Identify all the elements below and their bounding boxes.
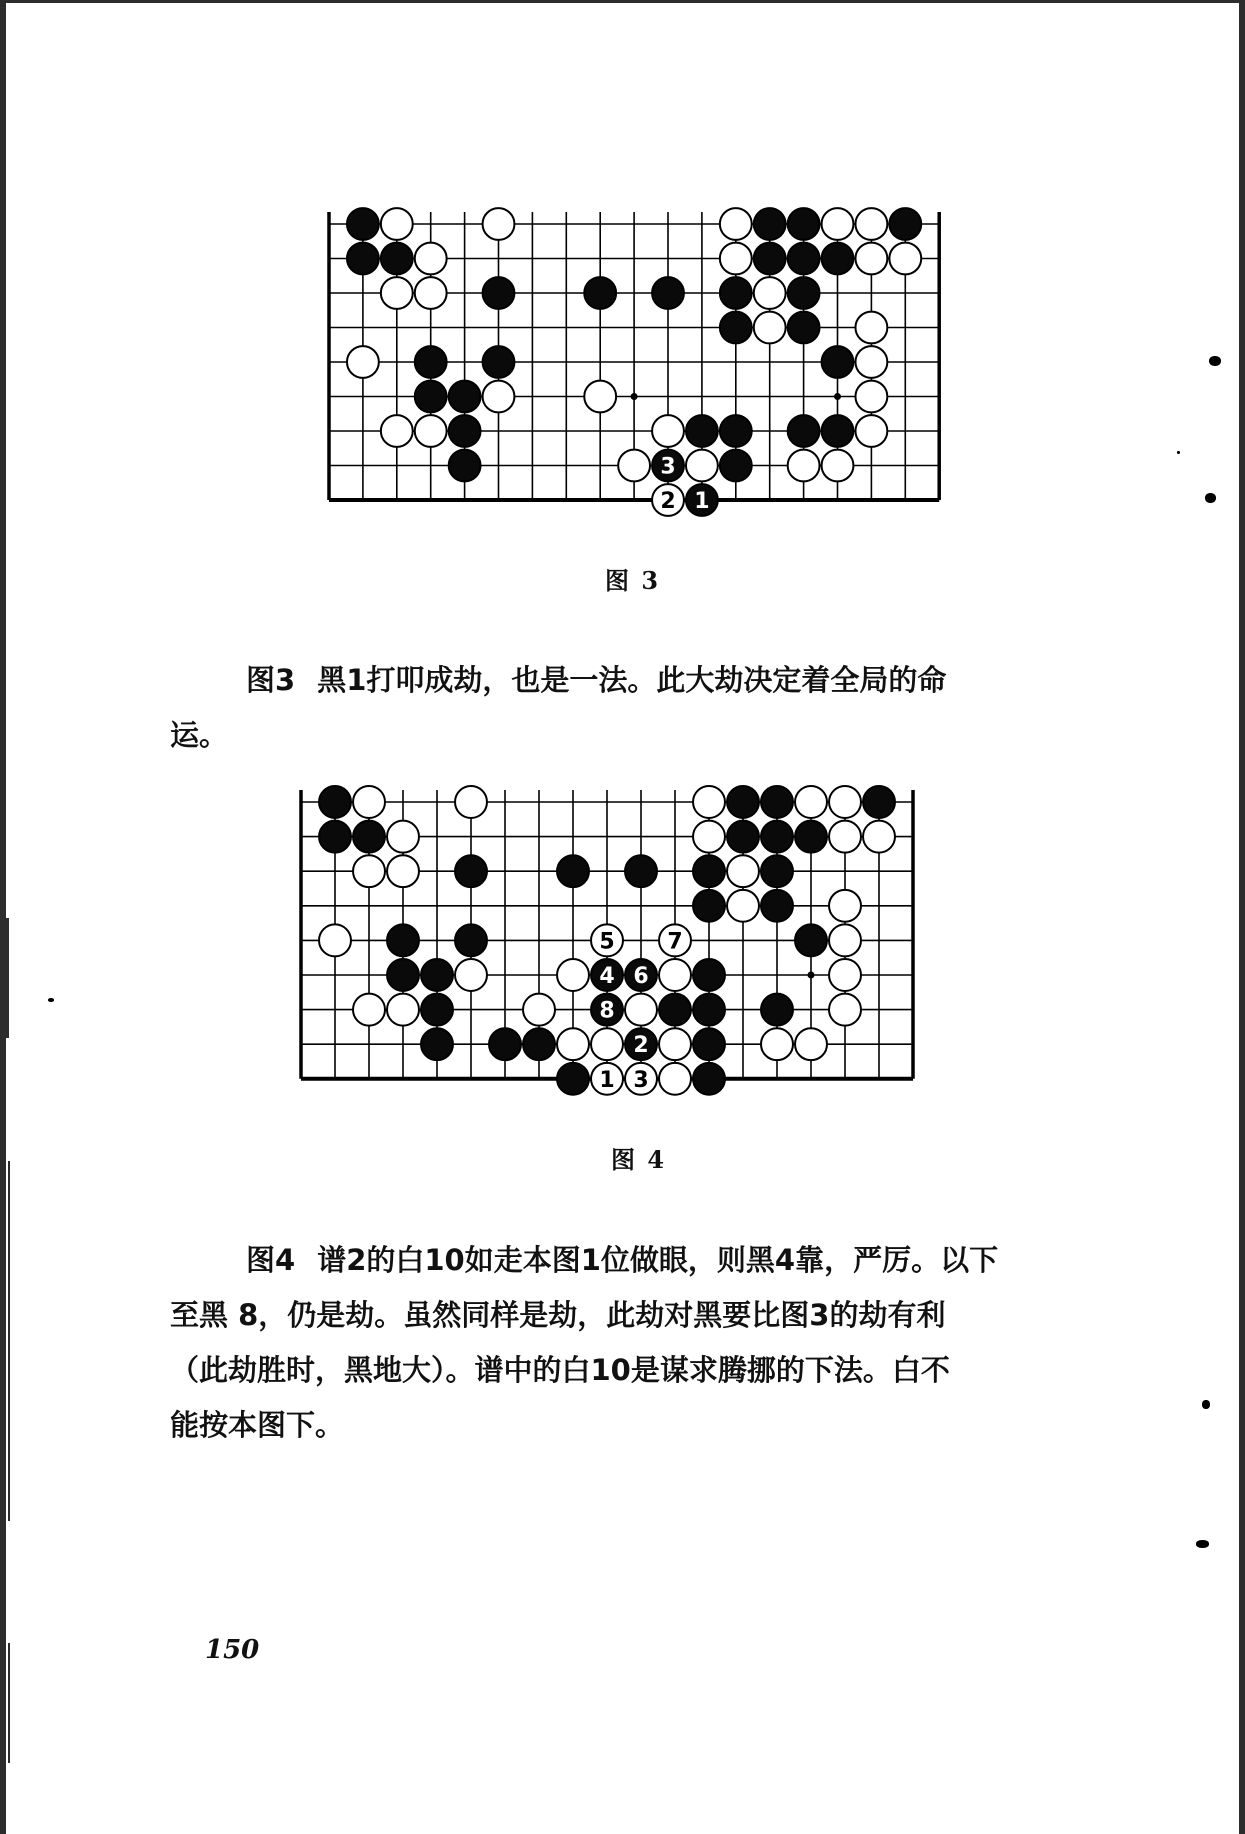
black-stone: [347, 243, 379, 275]
white-stone: [381, 277, 413, 309]
white-stone: [720, 208, 752, 240]
black-stone: [584, 277, 616, 309]
white-stone: [618, 450, 650, 482]
go-board-figure-3: [309, 204, 959, 520]
white-stone: [319, 924, 351, 956]
black-stone: [591, 994, 623, 1026]
move-number: 4: [599, 964, 615, 989]
move-number: 2: [633, 1033, 649, 1059]
white-stone: [353, 786, 385, 818]
black-stone: [449, 381, 481, 413]
white-stone: [855, 208, 887, 240]
scan-speck: [1209, 356, 1221, 366]
figure-ref-label: 图3: [246, 663, 296, 697]
white-stone: [889, 243, 921, 275]
white-stone: [625, 1063, 657, 1095]
white-stone: [822, 450, 854, 482]
move-number: 3: [660, 454, 676, 480]
black-stone: [381, 243, 413, 275]
black-stone: [720, 450, 752, 482]
black-stone: [652, 450, 684, 482]
white-stone: [829, 959, 861, 991]
page-number: 150: [205, 1635, 260, 1665]
black-stone: [415, 381, 447, 413]
para-line: 能按本图下。: [170, 1408, 345, 1442]
para-text: 谱2的白10如走本图1位做眼，则黑4靠，严厉。以下: [317, 1243, 999, 1277]
black-stone: [788, 415, 820, 447]
figure-4-description: [170, 1233, 1105, 1453]
black-stone: [347, 208, 379, 240]
white-stone: [686, 450, 718, 482]
white-stone: [415, 415, 447, 447]
white-stone: [591, 1063, 623, 1095]
black-stone: [720, 415, 752, 447]
black-stone: [686, 484, 718, 516]
black-stone: [625, 855, 657, 887]
black-stone: [889, 208, 921, 240]
para-line: 至黑 8，仍是劫。虽然同样是劫，此劫对黑要比图3的劫有利: [170, 1298, 946, 1332]
star-point: [631, 393, 638, 400]
figure-ref-label: 图4: [246, 1243, 296, 1277]
black-stone: [387, 959, 419, 991]
white-stone: [557, 1028, 589, 1060]
black-stone: [455, 924, 487, 956]
black-stone: [693, 959, 725, 991]
black-stone: [557, 855, 589, 887]
book-page: [6, 3, 1239, 1834]
black-stone: [822, 346, 854, 378]
white-stone: [693, 786, 725, 818]
black-stone: [754, 208, 786, 240]
black-stone: [693, 890, 725, 922]
scan-edge-mark: [6, 918, 9, 1038]
scan-speck: [1202, 1400, 1210, 1409]
black-stone: [591, 959, 623, 991]
white-stone: [693, 821, 725, 853]
scan-speck: [48, 998, 54, 1002]
white-stone: [829, 924, 861, 956]
black-stone: [788, 312, 820, 344]
black-stone: [693, 1028, 725, 1060]
black-stone: [761, 994, 793, 1026]
black-stone: [754, 243, 786, 275]
black-stone: [693, 855, 725, 887]
white-stone: [659, 1063, 691, 1095]
white-stone: [353, 994, 385, 1026]
black-stone: [449, 415, 481, 447]
white-stone: [652, 484, 684, 516]
white-stone: [659, 924, 691, 956]
black-stone: [652, 277, 684, 309]
black-stone: [693, 994, 725, 1026]
white-stone: [387, 994, 419, 1026]
white-stone: [829, 890, 861, 922]
white-stone: [353, 855, 385, 887]
white-stone: [754, 312, 786, 344]
white-stone: [855, 312, 887, 344]
black-stone: [720, 277, 752, 309]
white-stone: [415, 243, 447, 275]
figure-3-caption: 图 3: [605, 566, 661, 595]
white-stone: [387, 821, 419, 853]
white-stone: [788, 450, 820, 482]
black-stone: [523, 1028, 555, 1060]
black-stone: [415, 346, 447, 378]
white-stone: [652, 415, 684, 447]
black-stone: [421, 959, 453, 991]
white-stone: [584, 381, 616, 413]
white-stone: [387, 855, 419, 887]
go-board-figure-4: [281, 782, 933, 1099]
white-stone: [659, 959, 691, 991]
white-stone: [381, 208, 413, 240]
move-number: 8: [599, 998, 615, 1024]
black-stone: [761, 890, 793, 922]
white-stone: [754, 277, 786, 309]
white-stone: [727, 855, 759, 887]
para-line: 运。: [170, 718, 229, 752]
black-stone: [761, 786, 793, 818]
black-stone: [727, 821, 759, 853]
figure-3-description: [170, 653, 1105, 763]
black-stone: [489, 1028, 521, 1060]
black-stone: [788, 277, 820, 309]
white-stone: [795, 1028, 827, 1060]
move-number: 2: [660, 489, 676, 514]
white-stone: [863, 821, 895, 853]
para-line: [170, 653, 1105, 708]
scan-edge-mark: [8, 1643, 10, 1763]
move-number: 6: [633, 964, 649, 989]
figure-4-caption: 图 4: [611, 1145, 667, 1174]
white-stone: [659, 1028, 691, 1060]
star-point: [834, 393, 841, 400]
black-stone: [659, 994, 691, 1026]
white-stone: [720, 243, 752, 275]
black-stone: [319, 786, 351, 818]
black-stone: [788, 243, 820, 275]
move-number: 3: [633, 1067, 649, 1093]
black-stone: [625, 959, 657, 991]
white-stone: [855, 381, 887, 413]
black-stone: [421, 994, 453, 1026]
black-stone: [483, 346, 515, 378]
white-stone: [483, 381, 515, 413]
move-number: 5: [599, 929, 615, 955]
para-line: （此劫胜时，黑地大）。谱中的白10是谋求腾挪的下法。白不: [170, 1353, 950, 1387]
white-stone: [381, 415, 413, 447]
white-stone: [822, 208, 854, 240]
black-stone: [761, 821, 793, 853]
white-stone: [829, 786, 861, 818]
black-stone: [863, 786, 895, 818]
white-stone: [557, 959, 589, 991]
black-stone: [720, 312, 752, 344]
scan-speck: [1196, 1540, 1209, 1548]
white-stone: [795, 786, 827, 818]
black-stone: [625, 1028, 657, 1060]
black-stone: [319, 821, 351, 853]
star-point: [808, 972, 815, 979]
move-number: 7: [667, 929, 683, 955]
white-stone: [855, 243, 887, 275]
black-stone: [822, 243, 854, 275]
black-stone: [795, 821, 827, 853]
white-stone: [829, 994, 861, 1026]
para-line: [170, 1233, 1105, 1288]
white-stone: [455, 959, 487, 991]
black-stone: [557, 1063, 589, 1095]
white-stone: [347, 346, 379, 378]
white-stone: [855, 346, 887, 378]
white-stone: [591, 924, 623, 956]
white-stone: [829, 821, 861, 853]
white-stone: [523, 994, 555, 1026]
white-stone: [455, 786, 487, 818]
scan-edge-mark: [8, 1161, 10, 1521]
black-stone: [686, 415, 718, 447]
para-text: 黑1打叩成劫，也是一法。此大劫决定着全局的命: [317, 663, 947, 697]
move-number: 1: [599, 1067, 615, 1093]
scan-speck: [1177, 451, 1180, 454]
black-stone: [353, 821, 385, 853]
black-stone: [727, 786, 759, 818]
black-stone: [761, 855, 793, 887]
black-stone: [483, 277, 515, 309]
black-stone: [795, 924, 827, 956]
white-stone: [761, 1028, 793, 1060]
black-stone: [449, 450, 481, 482]
white-stone: [625, 994, 657, 1026]
white-stone: [483, 208, 515, 240]
scan-speck: [1205, 493, 1216, 503]
white-stone: [727, 890, 759, 922]
white-stone: [855, 415, 887, 447]
black-stone: [693, 1063, 725, 1095]
black-stone: [822, 415, 854, 447]
white-stone: [415, 277, 447, 309]
move-number: 1: [694, 489, 710, 514]
white-stone: [591, 1028, 623, 1060]
black-stone: [788, 208, 820, 240]
black-stone: [387, 924, 419, 956]
black-stone: [421, 1028, 453, 1060]
black-stone: [455, 855, 487, 887]
